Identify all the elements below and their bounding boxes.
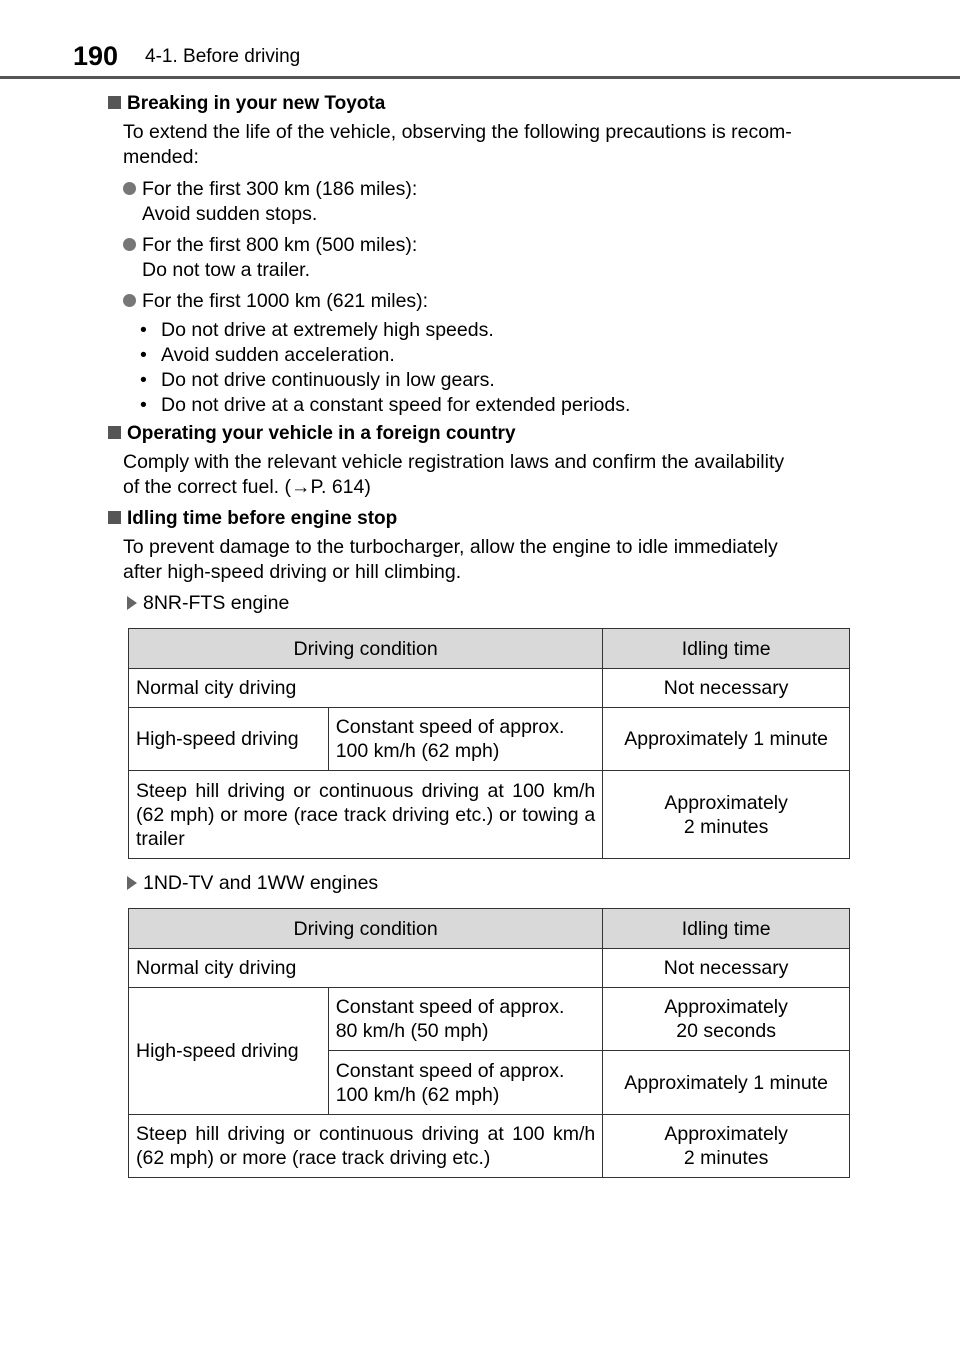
column-header: Driving condition	[129, 629, 603, 669]
foreign-country-text: Comply with the relevant vehicle registration laws and confirm the availability of the correct fuel. (→P. 614)	[123, 451, 785, 498]
sub-list-item: • Avoid sudden acceleration.	[140, 343, 630, 368]
table-cell: Constant speed of approx. 80 km/h (50 mph)	[328, 988, 603, 1051]
table-cell: Approximately 1 minute	[603, 1051, 850, 1115]
page-header	[0, 0, 960, 80]
sub-list-item: • Do not drive at extremely high speeds.	[140, 318, 630, 343]
breaking-in-heading: Breaking in your new Toyota	[108, 92, 385, 116]
table-cell: Steep hill driving or continuous driving at 100 km/h (62 mph) or more (race track driving etc.)	[129, 1115, 603, 1178]
table-cell: Approximately 1 minute	[603, 708, 850, 771]
table-cell: Normal city driving	[129, 669, 603, 708]
round-bullet-icon	[123, 294, 136, 307]
table-cell: Approximately 20 seconds	[603, 988, 850, 1051]
table-row	[129, 988, 850, 1051]
page-number: 190	[73, 41, 119, 71]
column-header: Idling time	[603, 909, 850, 949]
idling-heading: Idling time before engine stop	[108, 507, 397, 531]
table-cell: High-speed driving	[129, 708, 329, 771]
sub-list	[140, 318, 630, 418]
table-row	[129, 669, 850, 708]
breaking-in-intro: To extend the life of the vehicle, observing the following precautions is recom- mended:	[123, 121, 792, 168]
square-bullet-icon	[108, 426, 121, 439]
table-row	[129, 771, 850, 859]
round-bullet-icon	[123, 238, 136, 251]
foreign-country-heading: Operating your vehicle in a foreign country	[108, 422, 516, 446]
table-cell: Constant speed of approx. 100 km/h (62 mph)	[328, 708, 603, 771]
triangle-bullet-icon	[127, 596, 137, 610]
table-cell: Not necessary	[603, 949, 850, 988]
list-item: For the first 800 km (500 miles): Do not tow a trailer.	[123, 233, 417, 283]
column-header: Idling time	[603, 629, 850, 669]
column-header: Driving condition	[129, 909, 603, 949]
idling-table-1nd-1ww	[128, 908, 850, 1178]
engine-label-8nr: 8NR-FTS engine	[127, 591, 289, 616]
table-row	[129, 1115, 850, 1178]
table-row	[129, 949, 850, 988]
table-cell: Steep hill driving or continuous driving at 100 km/h (62 mph) or more (race track driving etc.) or towing a trailer	[129, 771, 603, 859]
sub-list-item: • Do not drive at a constant speed for extended periods.	[140, 393, 630, 418]
list-item: For the first 1000 km (621 miles):	[123, 289, 428, 314]
idling-text: To prevent damage to the turbocharger, allow the engine to idle immediately after high-speed driving or hill climbing.	[123, 536, 778, 583]
arrow-right-icon: →	[291, 476, 311, 498]
triangle-bullet-icon	[127, 876, 137, 890]
section-title: 4-1. Before driving	[145, 46, 301, 67]
table-cell: Not necessary	[603, 669, 850, 708]
engine-label-1nd-1ww: 1ND-TV and 1WW engines	[127, 871, 378, 896]
square-bullet-icon	[108, 511, 121, 524]
page-reference-link[interactable]: P. 614)	[310, 476, 371, 498]
sub-list-item: • Do not drive continuously in low gears.	[140, 368, 630, 393]
list-item: For the first 300 km (186 miles): Avoid sudden stops.	[123, 177, 417, 227]
header-divider	[0, 76, 960, 79]
table-cell: Approximately 2 minutes	[603, 771, 850, 859]
idling-table-8nr	[128, 628, 850, 859]
round-bullet-icon	[123, 182, 136, 195]
table-header-row	[129, 909, 850, 949]
table-cell: Normal city driving	[129, 949, 603, 988]
square-bullet-icon	[108, 96, 121, 109]
table-cell: High-speed driving	[129, 988, 329, 1115]
table-cell: Constant speed of approx. 100 km/h (62 mph)	[328, 1051, 603, 1115]
table-header-row	[129, 629, 850, 669]
table-cell: Approximately 2 minutes	[603, 1115, 850, 1178]
table-row	[129, 708, 850, 771]
